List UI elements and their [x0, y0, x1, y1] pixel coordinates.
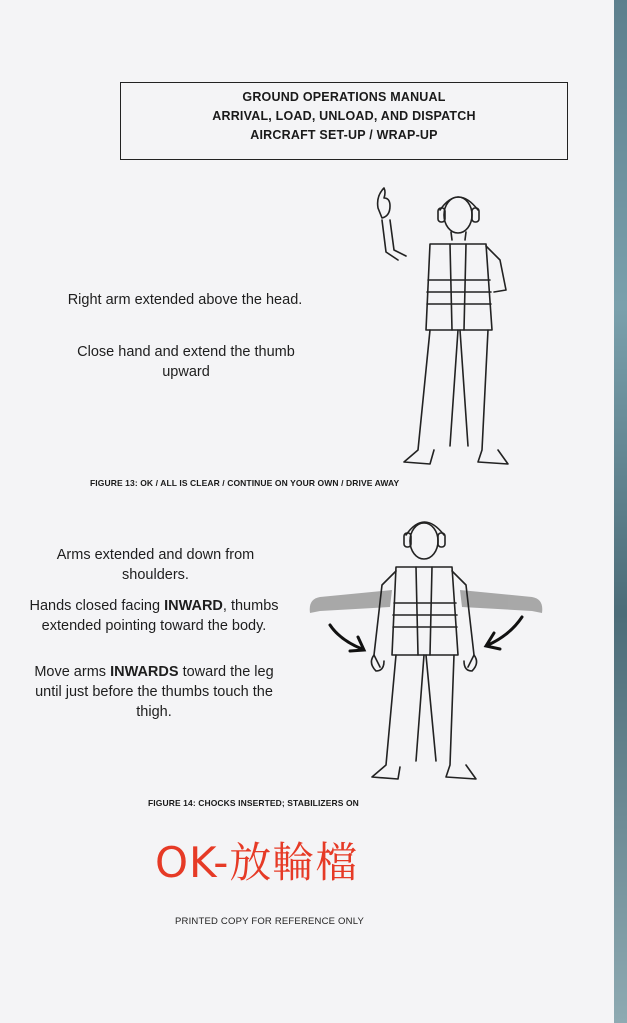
red-annotation: OK-放輪檔 [155, 838, 359, 887]
fig13-vest [426, 244, 492, 330]
fig14-right-arrow [488, 617, 522, 645]
footer-note: PRINTED COPY FOR REFERENCE ONLY [175, 916, 365, 927]
background-surface [614, 0, 627, 1023]
fig13-head [444, 197, 472, 233]
fig14-instruction-3 [20, 662, 288, 722]
header-section: AIRCRAFT SET-UP / WRAP-UP [250, 128, 438, 142]
fig13-thumbs-up-hand [378, 188, 390, 218]
fig14-instruction-2-em: INWARD [164, 598, 223, 614]
fig14-instruction-3-em: INWARDS [110, 664, 179, 680]
fig14-instruction-3-post: toward the leg until just before the thumbs touch the thigh. [35, 664, 274, 720]
fig13-instruction-2: Close hand and extend the thumb upward [77, 344, 295, 380]
fig14-instruction-2 [20, 596, 288, 636]
fig14-vest [392, 567, 458, 655]
document-header [120, 82, 568, 160]
header-title: GROUND OPERATIONS MANUAL [242, 90, 446, 104]
fig14-instruction-2-pre: Hands closed facing [29, 598, 165, 614]
fig14-instruction-3-pre: Move arms [34, 664, 111, 680]
fig13-caption: FIGURE 13: OK / ALL IS CLEAR / CONTINUE ON YOUR OWN / DRIVE AWAY [90, 478, 400, 488]
fig13-signaller-illustration [360, 180, 540, 480]
fig13-instruction-1: Right arm extended above the head. [67, 292, 303, 308]
fig14-instruction-1: Arms extended and down from shoulders. [56, 547, 255, 583]
fig14-instruction-2-post: , thumbs extended pointing toward the body. [41, 598, 279, 634]
fig14-arm-start-silhouette [310, 590, 543, 613]
header-subtitle: ARRIVAL, LOAD, UNLOAD, AND DISPATCH [212, 109, 476, 123]
fig14-caption: FIGURE 14: CHOCKS INSERTED; STABILIZERS ON [148, 798, 359, 808]
fig14-signaller-illustration [300, 515, 550, 800]
fig14-head [410, 523, 438, 559]
